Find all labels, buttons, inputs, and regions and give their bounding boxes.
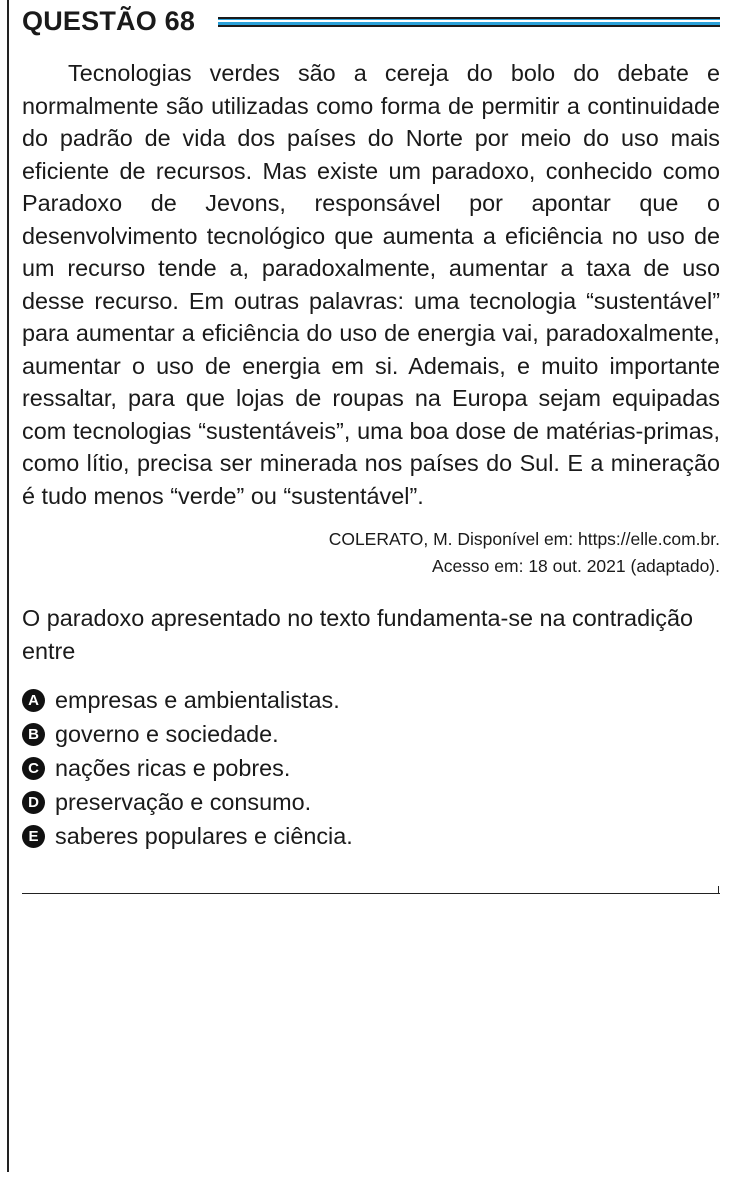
option-b[interactable] <box>22 718 720 752</box>
option-d[interactable] <box>22 785 720 819</box>
option-e-letter-icon: E <box>22 825 45 848</box>
option-a-text: empresas e ambientalistas. <box>55 687 340 714</box>
question-stem: O paradoxo apresentado no texto fundamenta-se na contradição entre <box>22 605 693 664</box>
option-e-text: saberes populares e ciência. <box>55 822 353 849</box>
source-citation <box>22 526 720 580</box>
question-title: QUESTÃO 68 <box>22 6 196 36</box>
question-end-divider <box>22 893 720 894</box>
option-c[interactable] <box>22 752 720 786</box>
option-c-text: nações ricas e pobres. <box>55 754 291 781</box>
source-line-1: COLERATO, M. Disponível em: https://elle.com.br. <box>328 529 720 549</box>
source-line-2: Acesso em: 18 out. 2021 (adaptado). <box>432 556 720 576</box>
option-a-letter-icon: A <box>22 689 45 712</box>
option-d-letter-icon: D <box>22 791 45 814</box>
option-e[interactable] <box>22 819 720 853</box>
passage-text: Tecnologias verdes são a cereja do bolo do debate e normalmente são utilizadas como forma de permitir a continuidade do padrão de vida dos países do Norte por meio do uso mais eficiente de recursos. Mas existe um paradoxo, conhecido como Paradoxo de Jevons, responsável por apontar que o desenvolvimento tecnológico que aumenta a eficiência no uso de um recurso tende a, paradoxalmente, aumentar a taxa de uso desse recurso. Em outras palavras: uma tecnologia “sustentável” para aumentar a eficiência do uso de energia vai, paradoxalmente, aumentar o uso de energia em si. Ademais, e muito importante ressaltar, para que lojas de roupas na Europa sejam equipadas com tecnologias “sustentáveis”, uma boa dose de matérias-primas, como lítio, precisa ser minerada nos países do Sul. E a mineração é tudo menos “verde” ou “sustentável”. <box>22 60 720 509</box>
option-a[interactable] <box>22 684 720 718</box>
question-header <box>22 6 720 42</box>
answer-options <box>22 684 720 853</box>
option-b-text: governo e sociedade. <box>55 721 279 748</box>
option-d-text: preservação e consumo. <box>55 788 312 815</box>
title-decorative-rule <box>218 17 720 27</box>
page-left-border <box>7 0 9 1172</box>
divider-end-tick <box>718 886 719 894</box>
option-c-letter-icon: C <box>22 757 45 780</box>
option-b-letter-icon: B <box>22 723 45 746</box>
